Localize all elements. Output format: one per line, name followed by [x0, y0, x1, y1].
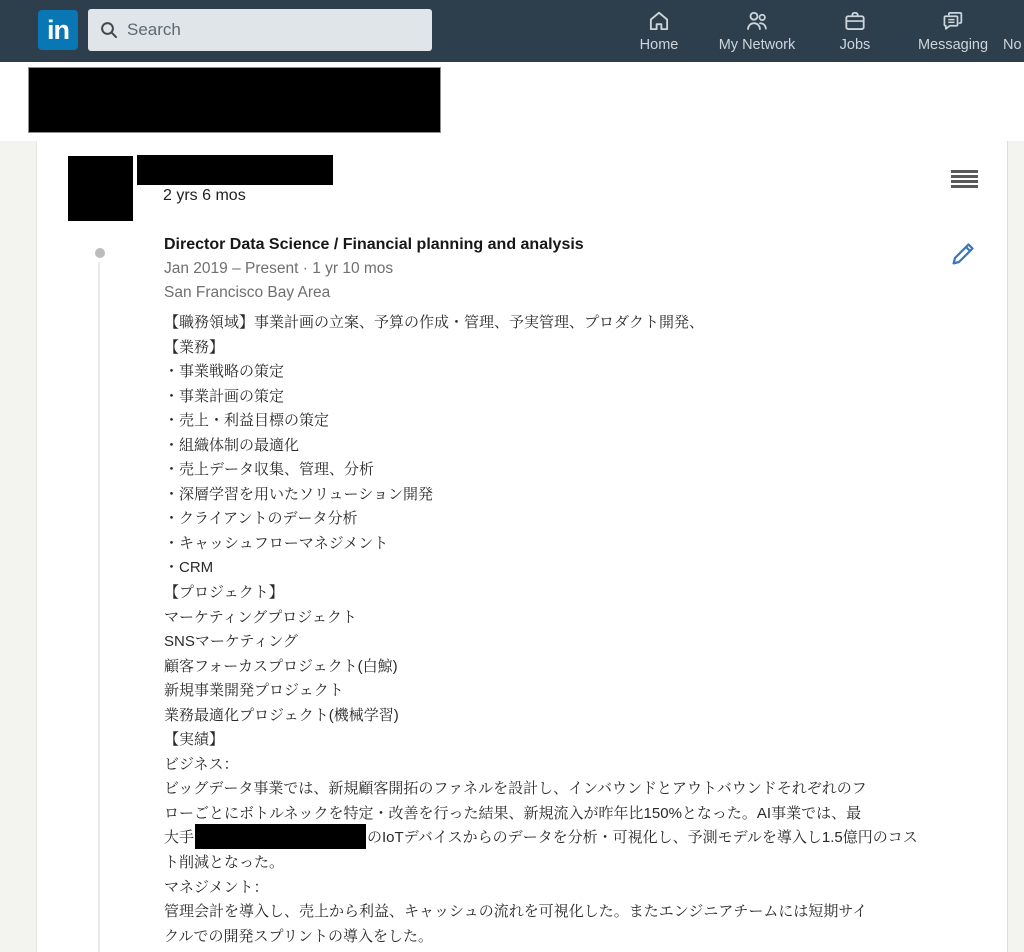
- description-line: ・売上データ収集、管理、分析: [164, 461, 375, 479]
- description-line: ・深層学習を用いたソリューション開発: [164, 485, 433, 503]
- description-line: ・組織体制の最適化: [164, 436, 300, 454]
- linkedin-logo[interactable]: in: [38, 10, 78, 50]
- description-line: クルでの開発スプリントの導入をした。: [164, 927, 433, 945]
- role-location: San Francisco Bay Area: [164, 284, 331, 301]
- my-network-icon: [744, 8, 770, 34]
- edit-button[interactable]: [947, 240, 977, 270]
- search-input[interactable]: [127, 20, 420, 40]
- description-line: 業務最適化プロジェクト(機械学習): [164, 706, 399, 724]
- nav-item-notifications[interactable]: [1003, 8, 1024, 53]
- profile-header: [0, 62, 1024, 141]
- description-line: ・事業戦略の策定: [164, 363, 285, 381]
- company-logo-redaction[interactable]: [68, 156, 133, 221]
- nav-item-messaging[interactable]: [903, 8, 1003, 53]
- description-line: ト削減となった。: [164, 854, 285, 872]
- role-description: [164, 311, 1004, 949]
- home-icon: [646, 8, 672, 34]
- description-line-pre: 大手: [164, 829, 195, 847]
- role-title: Director Data Science / Financial planning and analysis: [164, 236, 584, 253]
- description-line: 管理会計を導入し、売上から利益、キャッシュの流れを可視化した。またエンジニアチームには短期サイ: [164, 903, 868, 921]
- reorder-icon[interactable]: [951, 170, 978, 188]
- description-line: 【実績】: [164, 731, 225, 749]
- description-line: ・事業計画の策定: [164, 387, 285, 405]
- top-navbar: [0, 0, 1024, 62]
- nav-item-label: Home: [639, 37, 679, 53]
- company-duration: 2 yrs 6 mos: [163, 187, 246, 204]
- description-line: 新規事業開発プロジェクト: [164, 682, 344, 700]
- description-line: 顧客フォーカスプロジェクト(白鯨): [164, 657, 398, 675]
- profile-name-redaction: [28, 67, 441, 133]
- description-line: ・売上・利益目標の策定: [164, 412, 330, 430]
- nav-item-home[interactable]: [609, 8, 709, 53]
- pencil-icon: [947, 240, 977, 270]
- description-line: ・キャッシュフローマネジメント: [164, 534, 389, 552]
- description-line: 【職務領域】事業計画の立案、予算の作成・管理、予実管理、プロダクト開発、: [164, 314, 705, 331]
- search-icon: [100, 21, 118, 39]
- nav-item-label: Jobs: [839, 37, 871, 53]
- description-line: ローごとにボトルネックを特定・改善を行った結果、新規流入が昨年比150%となった。AI事業では、最: [164, 804, 862, 822]
- nav-item-label: My Network: [718, 37, 796, 53]
- company-name-redaction: [137, 155, 333, 185]
- description-line-post: のIoTデバイスからのデータを分析・可視化し、予測モデルを導入し1.5億円のコス: [367, 829, 918, 847]
- redacted-company-name: [195, 824, 366, 849]
- description-line: 【プロジェクト】: [164, 584, 284, 602]
- messaging-icon: [940, 8, 966, 34]
- description-line: ・クライアントのデータ分析: [164, 510, 358, 528]
- description-line: マーケティングプロジェクト: [164, 608, 357, 626]
- nav-item-jobs[interactable]: [805, 8, 905, 53]
- description-line: 【業務】: [164, 338, 225, 356]
- description-line: SNSマーケティング: [164, 633, 299, 651]
- description-line: マネジメント：: [164, 878, 269, 896]
- role-dates: Jan 2019 – Present · 1 yr 10 mos: [164, 260, 394, 277]
- nav-item-my-network[interactable]: [707, 8, 807, 53]
- jobs-icon: [842, 8, 868, 34]
- description-line: ・CRM: [164, 559, 214, 577]
- timeline-line: [98, 262, 100, 952]
- description-line: ビッグデータ事業では、新規顧客開拓のファネルを設計し、インバウンドとアウトバウンドそれぞれのフ: [164, 780, 867, 798]
- timeline-dot: [95, 248, 105, 258]
- description-line-with-redaction: [164, 826, 1004, 851]
- search-box[interactable]: [88, 9, 432, 51]
- description-line: ビジネス：: [164, 755, 239, 773]
- nav-item-label: No: [1003, 37, 1022, 53]
- nav-item-label: Messaging: [917, 37, 989, 53]
